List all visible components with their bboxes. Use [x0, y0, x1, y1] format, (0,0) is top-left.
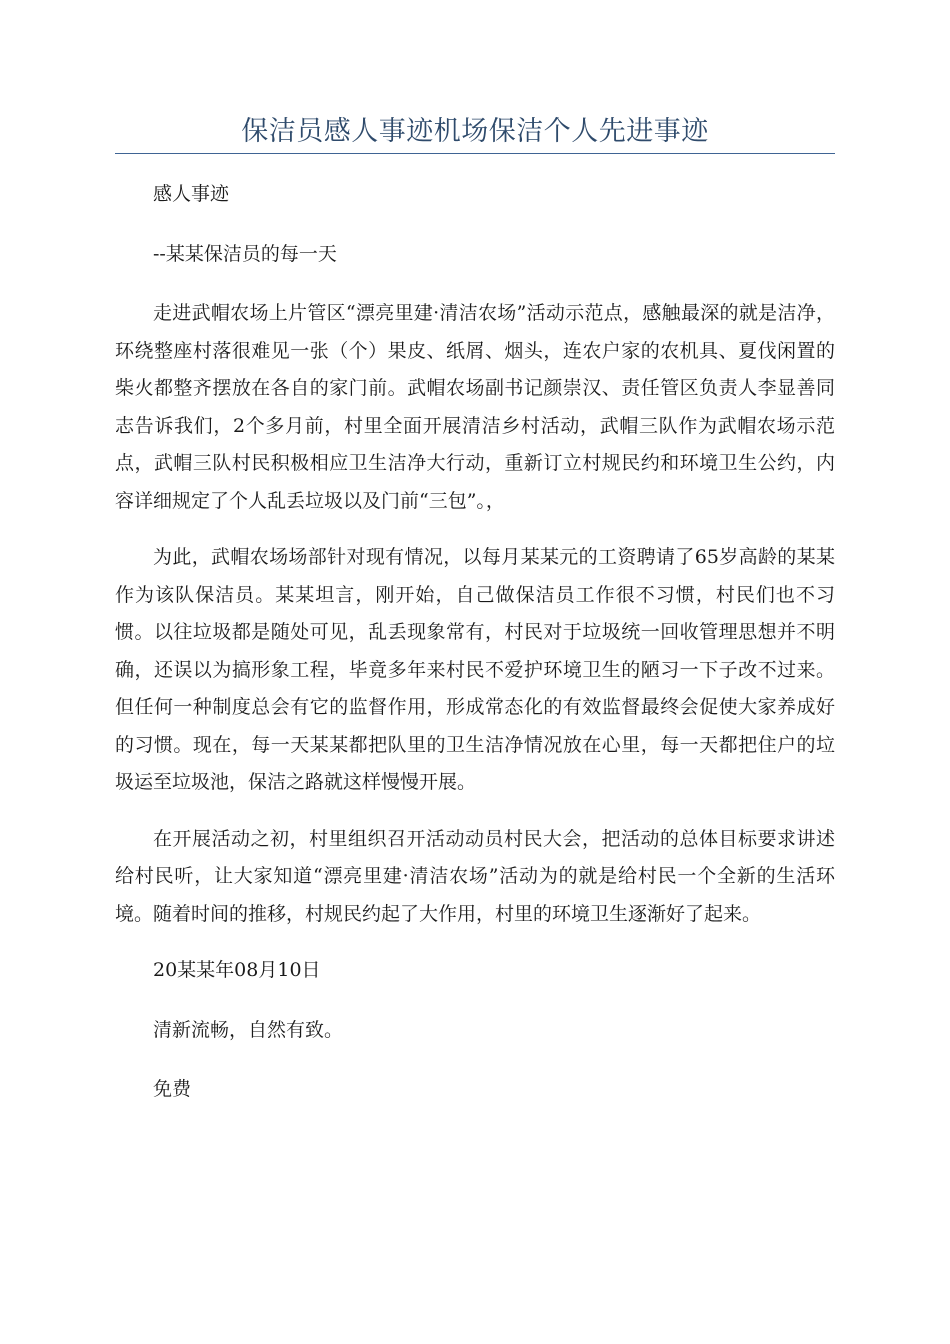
paragraph-body: 为此，武帽农场场部针对现有情况，以每月某某元的工资聘请了65岁高龄的某某作为该队保洁员。某某坦言，刚开始，自己做保洁员工作很不习惯，村民们也不习惯。以往垃圾都是随处可见，乱丢现象常有，村民对于垃圾统一回收管理思想并不明确，还误以为搞形象工程，毕竟多年来村民不爱护环境卫生的陋习一下子改不过来。但任何一种制度总会有它的监督作用，形成常态化的有效监督最终会促使大家养成好的习惯。现在，每一天某某都把队里的卫生洁净情况放在心里，每一天都把住户的垃圾运至垃圾池，保洁之路就这样慢慢开展。 [115, 546, 835, 793]
document-body [115, 176, 835, 1131]
paragraph-body: 走进武帽农场上片管区“漂亮里建·清洁农场”活动示范点，感触最深的就是洁净，环绕整座村落很难见一张（个）果皮、纸屑、烟头，连农户家的农机具、夏伐闲置的柴火都整齐摆放在各自的家门前。武帽农场副书记颜崇汉、责任管区负责人李显善同志告诉我们，2个多月前，村里全面开展清洁乡村活动，武帽三队作为武帽农场示范点，武帽三队村民积极相应卫生洁净大行动，重新订立村规民约和环境卫生公约，内容详细规定了个人乱丢垃圾以及门前“三包”。， [115, 302, 835, 512]
paragraph-body: 在开展活动之初，村里组织召开活动动员村民大会，把活动的总体目标要求讲述给村民听，让大家知道“漂亮里建·清洁农场”活动为的就是给村民一个全新的生活环境。随着时间的推移，村规民约起了大作用，村里的环境卫生逐渐好了起来。 [115, 827, 835, 925]
title-underline [115, 153, 835, 154]
paragraph-heading: 感人事迹 [153, 183, 230, 205]
paragraph-date: 20某某年08月10日 [153, 959, 321, 981]
paragraph-comment: 清新流畅，自然有致。 [153, 1018, 344, 1041]
paragraph-subheading: --某某保洁员的每一天 [153, 242, 337, 265]
paragraph-free: 免费 [153, 1078, 192, 1100]
document-title: 保洁员感人事迹机场保洁个人先进事迹 [241, 116, 709, 147]
